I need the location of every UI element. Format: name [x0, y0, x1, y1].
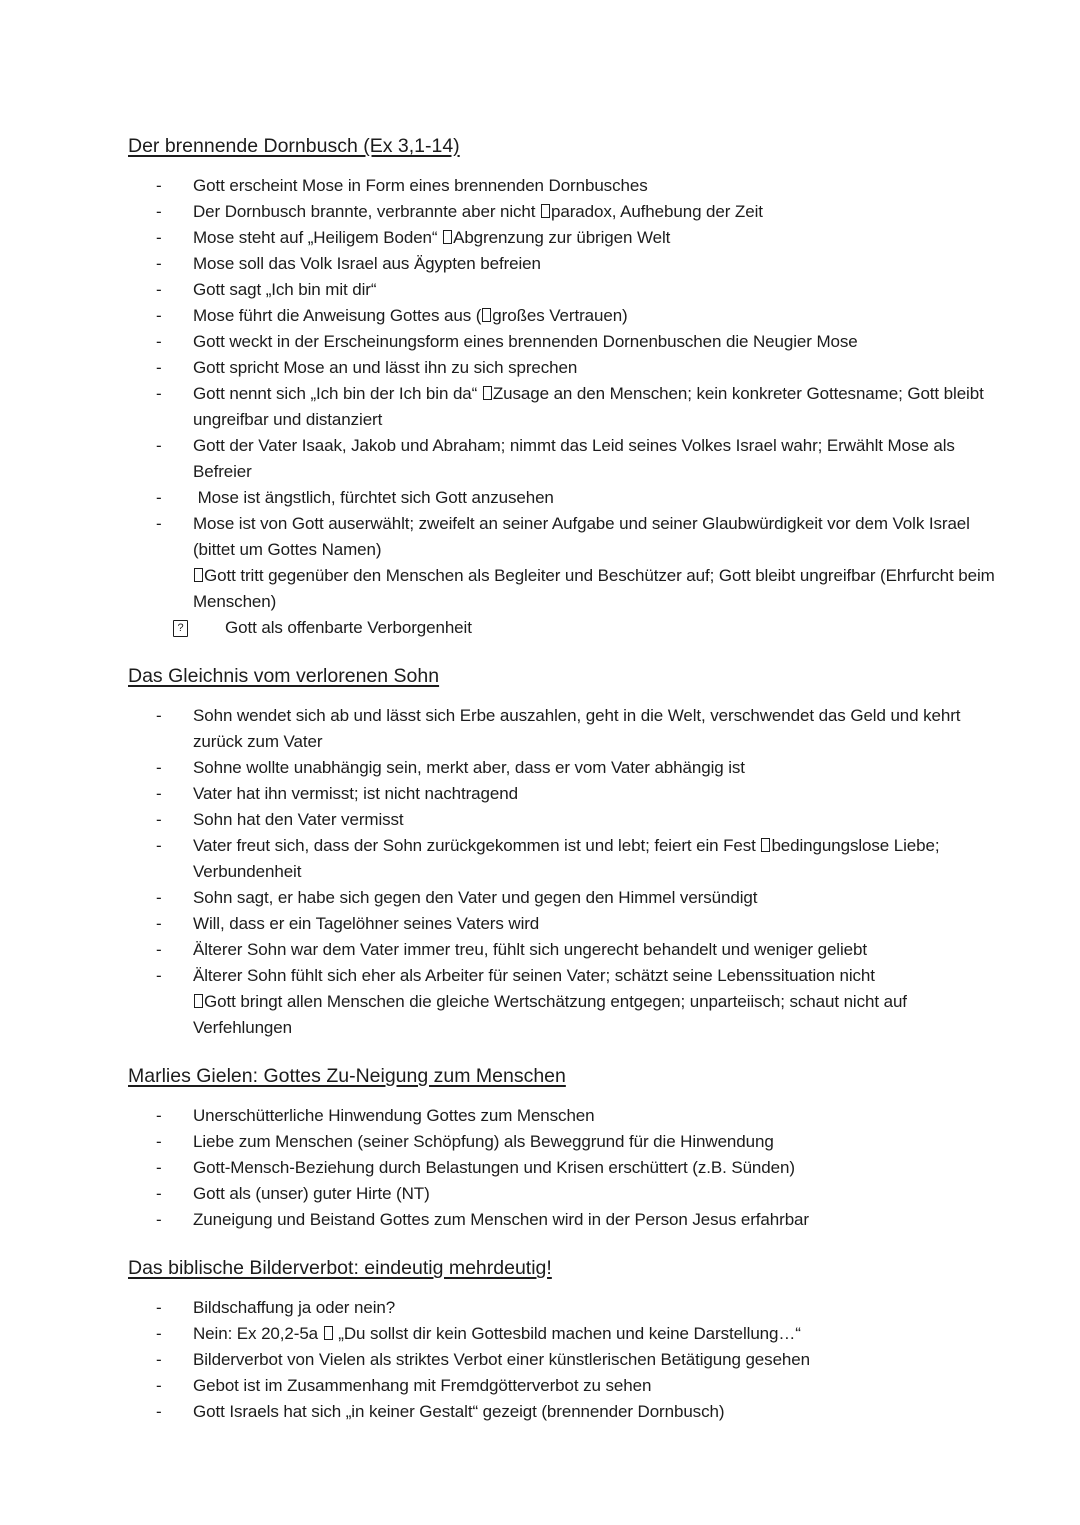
list-item — [128, 1295, 1000, 1321]
bullet-list — [128, 1295, 1000, 1425]
list-item — [128, 1399, 1000, 1425]
dash-bullet: - — [156, 810, 162, 829]
item-text: Gott-Mensch-Beziehung durch Belastungen und Krisen erschüttert (z.B. Sünden) — [193, 1158, 795, 1177]
dash-bullet: - — [156, 1132, 162, 1151]
item-text: Gott spricht Mose an und lässt ihn zu sich sprechen — [193, 358, 578, 377]
list-item — [128, 485, 1000, 511]
missing-glyph-box-icon — [761, 838, 770, 852]
bullet-list — [128, 173, 1000, 641]
list-item — [128, 937, 1000, 963]
bullet-list — [128, 1103, 1000, 1233]
list-item — [128, 1347, 1000, 1373]
list-item — [128, 833, 1000, 885]
list-item — [128, 173, 1000, 199]
dash-bullet: - — [156, 914, 162, 933]
dash-bullet: - — [156, 758, 162, 777]
dash-bullet: - — [156, 1298, 162, 1317]
item-text: Gott der Vater Isaak, Jakob und Abraham; nimmt das Leid seines Volkes Israel wahr; Erwählt Mose als Befreier — [193, 436, 960, 481]
list-item — [128, 381, 1000, 433]
section — [128, 663, 1000, 1041]
item-text: Nein: Ex 20,2-5a „Du sollst dir kein Gottesbild machen und keine Darstellung…“ — [193, 1324, 801, 1343]
dash-bullet: - — [156, 1376, 162, 1395]
item-text: Bildschaffung ja oder nein? — [193, 1298, 396, 1317]
item-text: Gott Israels hat sich „in keiner Gestalt“ gezeigt (brennender Dornbusch) — [193, 1402, 725, 1421]
list-item — [128, 989, 1000, 1041]
dash-bullet: - — [156, 1158, 162, 1177]
item-text: Älterer Sohn fühlt sich eher als Arbeiter für seinen Vater; schätzt seine Lebenssituation nicht — [193, 966, 875, 985]
list-item — [128, 225, 1000, 251]
list-item — [128, 1207, 1000, 1233]
dash-bullet: - — [156, 1210, 162, 1229]
list-item — [128, 1155, 1000, 1181]
list-item — [128, 963, 1000, 989]
item-text: Mose ist von Gott auserwählt; zweifelt an seiner Aufgabe und seiner Glaubwürdigkeit vor dem Volk Israel (bittet um Gottes Namen) — [193, 514, 975, 559]
item-text: Mose ist ängstlich, fürchtet sich Gott anzusehen — [193, 488, 554, 507]
dash-bullet: - — [156, 436, 162, 455]
item-text: Gott bringt allen Menschen die gleiche Wertschätzung entgegen; unparteiisch; schaut nicht auf Verfehlungen — [193, 992, 912, 1037]
item-text: Gott als offenbarte Verborgenheit — [225, 618, 472, 637]
item-text: Mose führt die Anweisung Gottes aus ( großes Vertrauen) — [193, 306, 628, 325]
list-item — [128, 1373, 1000, 1399]
list-item — [128, 433, 1000, 485]
item-text: Gebot ist im Zusammenhang mit Fremdgötterverbot zu sehen — [193, 1376, 652, 1395]
item-text: Gott als (unser) guter Hirte (NT) — [193, 1184, 430, 1203]
list-item — [128, 199, 1000, 225]
missing-glyph-box-icon — [541, 204, 550, 218]
item-text: Sohn wendet sich ab und lässt sich Erbe auszahlen, geht in die Welt, verschwendet das Geld und kehrt zurück zum Vater — [193, 706, 966, 751]
item-text: Bilderverbot von Vielen als striktes Verbot einer künstlerischen Betätigung gesehen — [193, 1350, 810, 1369]
dash-bullet: - — [156, 228, 162, 247]
item-text: Gott sagt „Ich bin mit dir“ — [193, 280, 377, 299]
dash-bullet: - — [156, 488, 162, 507]
list-item — [128, 781, 1000, 807]
item-text: Vater freut sich, dass der Sohn zurückgekommen ist und lebt; feiert ein Fest bedingungslose Liebe; Verbundenheit — [193, 836, 945, 881]
list-item — [128, 511, 1000, 563]
item-text: Sohn sagt, er habe sich gegen den Vater und gegen den Himmel versündigt — [193, 888, 758, 907]
missing-glyph-box-icon — [483, 386, 492, 400]
dash-bullet: - — [156, 280, 162, 299]
item-text: Mose steht auf „Heiligem Boden“ Abgrenzung zur übrigen Welt — [193, 228, 671, 247]
bullet-list — [128, 703, 1000, 1041]
item-text: Liebe zum Menschen (seiner Schöpfung) als Beweggrund für die Hinwendung — [193, 1132, 774, 1151]
dash-bullet: - — [156, 888, 162, 907]
list-item — [128, 1321, 1000, 1347]
list-item — [128, 1181, 1000, 1207]
item-text: Zuneigung und Beistand Gottes zum Menschen wird in der Person Jesus erfahrbar — [193, 1210, 809, 1229]
list-item — [128, 563, 1000, 615]
dash-bullet: - — [156, 514, 162, 533]
dash-bullet: - — [156, 966, 162, 985]
item-text: Gott weckt in der Erscheinungsform eines brennenden Dornenbuschen die Neugier Mose — [193, 332, 858, 351]
list-item — [128, 911, 1000, 937]
section-heading: Der brennende Dornbusch (Ex 3,1-14) — [128, 135, 460, 157]
list-item — [128, 1129, 1000, 1155]
item-text: Unerschütterliche Hinwendung Gottes zum Menschen — [193, 1106, 595, 1125]
list-item — [128, 615, 1000, 641]
dash-bullet: - — [156, 358, 162, 377]
dash-bullet: - — [156, 306, 162, 325]
missing-glyph-box-icon — [482, 308, 491, 322]
dash-bullet: - — [156, 706, 162, 725]
section-heading: Das Gleichnis vom verlorenen Sohn — [128, 665, 440, 687]
dash-bullet: - — [156, 1324, 162, 1343]
dash-bullet: - — [156, 1106, 162, 1125]
list-item — [128, 807, 1000, 833]
missing-glyph-question-icon: ? — [173, 620, 188, 637]
list-item — [128, 303, 1000, 329]
item-text: Gott tritt gegenüber den Menschen als Begleiter und Beschützer auf; Gott bleibt ungreifbar (Ehrfurcht beim Menschen) — [193, 566, 1000, 611]
dash-bullet: - — [156, 254, 162, 273]
section-heading: Das biblische Bilderverbot: eindeutig mehrdeutig! — [128, 1257, 552, 1279]
section — [128, 1063, 1000, 1233]
list-item — [128, 755, 1000, 781]
dash-bullet: - — [156, 836, 162, 855]
dash-bullet: - — [156, 1184, 162, 1203]
list-item — [128, 703, 1000, 755]
dash-bullet: - — [156, 384, 162, 403]
item-text: Sohne wollte unabhängig sein, merkt aber, dass er vom Vater abhängig ist — [193, 758, 745, 777]
item-text: Gott nennt sich „Ich bin der Ich bin da“ Zusage an den Menschen; kein konkreter Gottesname; Gott bleibt ungreifbar und distanziert — [193, 384, 989, 429]
list-item — [128, 1103, 1000, 1129]
missing-glyph-box-icon — [194, 994, 203, 1008]
item-text: Mose soll das Volk Israel aus Ägypten befreien — [193, 254, 541, 273]
item-text: Gott erscheint Mose in Form eines brennenden Dornbusches — [193, 176, 648, 195]
item-text: Will, dass er ein Tagelöhner seines Vaters wird — [193, 914, 540, 933]
list-item — [128, 277, 1000, 303]
item-text: Der Dornbusch brannte, verbrannte aber nicht paradox, Aufhebung der Zeit — [193, 202, 763, 221]
dash-bullet: - — [156, 1402, 162, 1421]
item-text: Älterer Sohn war dem Vater immer treu, fühlt sich ungerecht behandelt und weniger geliebt — [193, 940, 867, 959]
list-item — [128, 355, 1000, 381]
dash-bullet: - — [156, 1350, 162, 1369]
missing-glyph-box-icon — [443, 230, 452, 244]
missing-glyph-box-icon — [194, 568, 203, 582]
dash-bullet: - — [156, 176, 162, 195]
dash-bullet: - — [156, 202, 162, 221]
list-item — [128, 329, 1000, 355]
dash-bullet: - — [156, 940, 162, 959]
section — [128, 133, 1000, 641]
dash-bullet: - — [156, 784, 162, 803]
section — [128, 1255, 1000, 1425]
item-text: Sohn hat den Vater vermisst — [193, 810, 404, 829]
item-text: Vater hat ihn vermisst; ist nicht nachtragend — [193, 784, 518, 803]
section-heading: Marlies Gielen: Gottes Zu-Neigung zum Menschen — [128, 1065, 566, 1087]
dash-bullet: - — [156, 332, 162, 351]
list-item — [128, 251, 1000, 277]
missing-glyph-box-icon — [324, 1326, 333, 1340]
list-item — [128, 885, 1000, 911]
